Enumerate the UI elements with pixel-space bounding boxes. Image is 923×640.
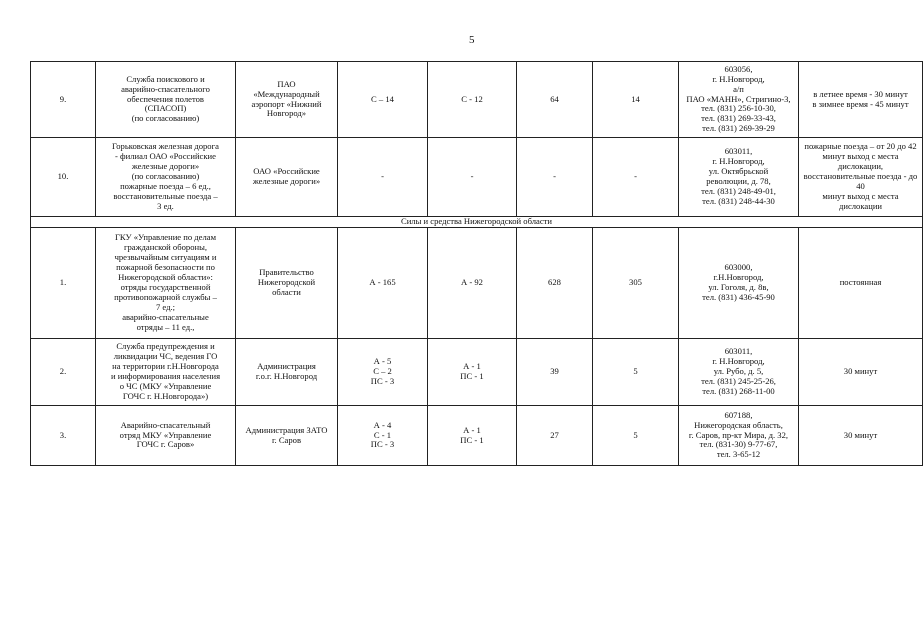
vehicles-duty: А - 1 ПС - 1	[428, 339, 517, 406]
personnel-total: 39	[517, 339, 593, 406]
organization: Администрация ЗАТО г. Саров	[236, 406, 338, 466]
personnel-duty: 5	[593, 406, 679, 466]
vehicles-duty: С - 12	[428, 62, 517, 138]
address-contacts: 603011, г. Н.Новгород, ул. Рубо, д. 5, тел. (831) 245-25-26, тел. (831) 268-11-00	[679, 339, 799, 406]
table-row	[31, 339, 923, 406]
row-number: 2.	[31, 339, 96, 406]
personnel-duty: 14	[593, 62, 679, 138]
row-number: 10.	[31, 138, 96, 217]
table-row	[31, 138, 923, 217]
organization: Правительство Нижегородской области	[236, 228, 338, 339]
vehicles-total: А - 4 С - 1 ПС - 3	[338, 406, 428, 466]
table-row	[31, 62, 923, 138]
address-contacts: 603011, г. Н.Новгород, ул. Октябрьской революции, д. 78, тел. (831) 248-49-01, тел. (831) 248-44-30	[679, 138, 799, 217]
address-contacts: 603056, г. Н.Новгород, а/п ПАО «МАНН», Стригино-3, тел. (831) 256-10-30, тел. (831) 269-33-43, тел. (831) 269-39-29	[679, 62, 799, 138]
row-number: 3.	[31, 406, 96, 466]
unit-name: Служба предупреждения и ликвидации ЧС, ведения ГО на территории г.Н.Новгорода и информирования населения о ЧС (МКУ «Управление ГОЧС г. Н.Новгорода»)	[96, 339, 236, 406]
personnel-total: 27	[517, 406, 593, 466]
vehicles-total: А - 5 С – 2 ПС - 3	[338, 339, 428, 406]
vehicles-total: А - 165	[338, 228, 428, 339]
unit-name: Служба поискового и аварийно-спасательного обеспечения полетов (СПАСОП) (по согласованию)	[96, 62, 236, 138]
readiness-time: 30 минут	[799, 406, 923, 466]
vehicles-total: -	[338, 138, 428, 217]
organization: ПАО «Международный аэропорт «Нижний Новгород»	[236, 62, 338, 138]
readiness-time: пожарные поезда – от 20 до 42 минут выход с места дислокации, восстановительные поезда - до 40 минут выход с места дислокации	[799, 138, 923, 217]
readiness-time: постоянная	[799, 228, 923, 339]
unit-name: ГКУ «Управление по делам гражданской обороны, чрезвычайным ситуациям и пожарной безопасности по Нижегородской области»: отряды государственной противопожарной службы – 7 ед.; аварийно-спасательные отряды – 11 ед.,	[96, 228, 236, 339]
personnel-duty: -	[593, 138, 679, 217]
unit-name: Горьковская железная дорога - филиал ОАО «Российские железные дороги» (по согласованию) пожарные поезда – 6 ед., восстановительные поезда – 3 ед.	[96, 138, 236, 217]
personnel-duty: 5	[593, 339, 679, 406]
organization: ОАО «Российские железные дороги»	[236, 138, 338, 217]
organization: Администрация г.о.г. Н.Новгород	[236, 339, 338, 406]
forces-table	[30, 61, 923, 466]
section-header-row	[31, 217, 923, 228]
vehicles-duty: А - 1 ПС - 1	[428, 406, 517, 466]
readiness-time: 30 минут	[799, 339, 923, 406]
personnel-total: 64	[517, 62, 593, 138]
row-number: 9.	[31, 62, 96, 138]
personnel-duty: 305	[593, 228, 679, 339]
vehicles-duty: -	[428, 138, 517, 217]
address-contacts: 607188, Нижегородская область, г. Саров, пр-кт Мира, д. 32, тел. (831-30) 9-77-67, тел. 3-65-12	[679, 406, 799, 466]
vehicles-duty: А - 92	[428, 228, 517, 339]
unit-name: Аварийно-спасательный отряд МКУ «Управление ГОЧС г. Саров»	[96, 406, 236, 466]
table-row	[31, 406, 923, 466]
personnel-total: -	[517, 138, 593, 217]
readiness-time: в летнее время - 30 минут в зимнее время - 45 минут	[799, 62, 923, 138]
row-number: 1.	[31, 228, 96, 339]
page-number: 5	[469, 34, 475, 46]
section-title: Силы и средства Нижегородской области	[31, 217, 923, 228]
vehicles-total: С – 14	[338, 62, 428, 138]
personnel-total: 628	[517, 228, 593, 339]
address-contacts: 603000, г.Н.Новгород, ул. Гоголя, д. 8в, тел. (831) 436-45-90	[679, 228, 799, 339]
table-row	[31, 228, 923, 339]
